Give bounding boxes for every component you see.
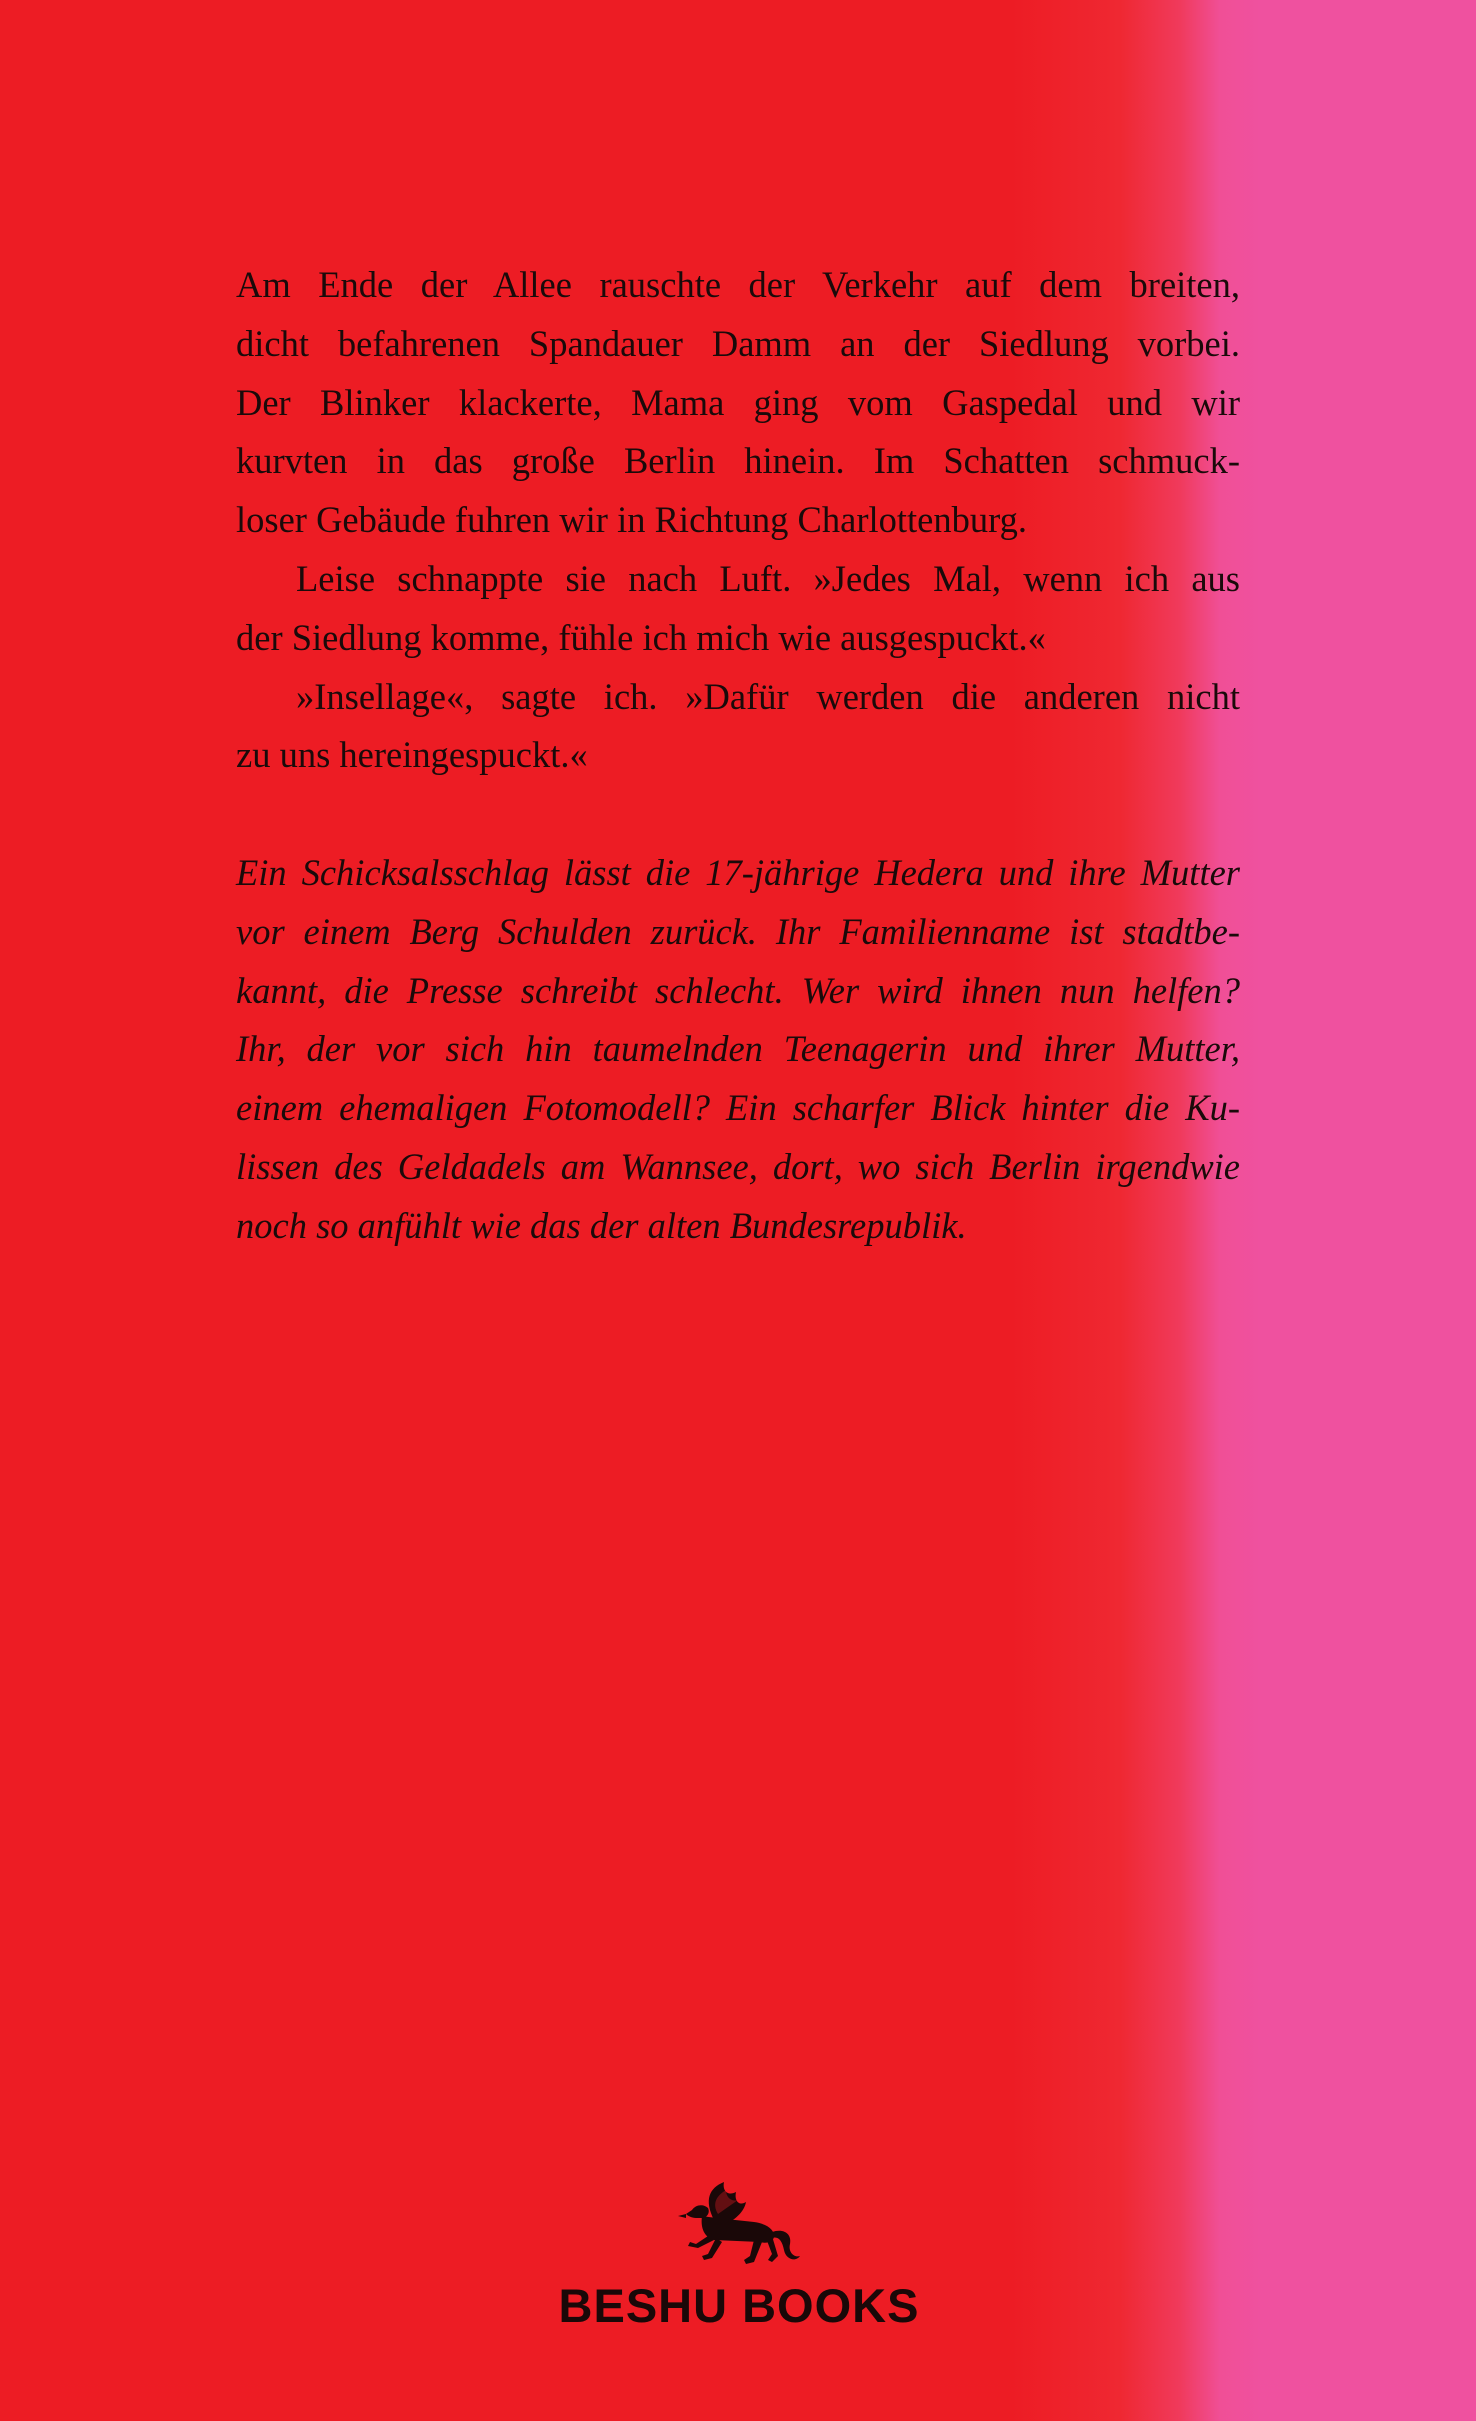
excerpt-line: dicht befahrenen Spandauer Damm an der Siedlung vorbei. <box>236 322 1240 364</box>
excerpt-line: der Siedlung komme, fühle ich mich wie ausgespuckt.« <box>236 616 1046 658</box>
excerpt-line: »Insellage«, sagte ich. »Dafür werden die anderen nicht <box>296 675 1240 717</box>
blurb-text <box>236 844 1240 1256</box>
blurb-line: Ihr, der vor sich hin taumelnden Teenagerin und ihrer Mutter, <box>236 1028 1240 1070</box>
publisher-name: BESHU BOOKS <box>558 2279 920 2332</box>
excerpt-line: Der Blinker klackerte, Mama ging vom Gaspedal und wir <box>236 381 1240 423</box>
excerpt-line: zu uns hereingespuckt.« <box>236 734 588 776</box>
griffin-icon <box>674 2180 804 2272</box>
excerpt-text <box>236 256 1240 785</box>
blurb-line: einem ehemaligen Fotomodell? Ein scharfer Blick hinter die Ku- <box>236 1087 1240 1129</box>
excerpt-line: Am Ende der Allee rauschte der Verkehr auf dem breiten, <box>236 264 1240 305</box>
blurb-line: vor einem Berg Schulden zurück. Ihr Familienname ist stadtbe- <box>236 910 1240 952</box>
excerpt-line: Leise schnappte sie nach Luft. »Jedes Mal, wenn ich aus <box>296 557 1240 599</box>
excerpt-line: kurvten in das große Berlin hinein. Im Schatten schmuck- <box>236 440 1240 482</box>
blurb-line: noch so anfühlt wie das der alten Bundesrepublik. <box>236 1204 967 1246</box>
publisher-logo <box>549 2180 929 2333</box>
blurb-line: Ein Schicksalsschlag lässt die 17-jährige Hedera und ihre Mutter <box>236 852 1240 893</box>
excerpt-line: loser Gebäude fuhren wir in Richtung Charlottenburg. <box>236 499 1027 541</box>
blurb-line: kannt, die Presse schreibt schlecht. Wer wird ihnen nun helfen? <box>236 969 1240 1011</box>
blurb-line: lissen des Geldadels am Wannsee, dort, wo sich Berlin irgendwie <box>236 1145 1240 1187</box>
